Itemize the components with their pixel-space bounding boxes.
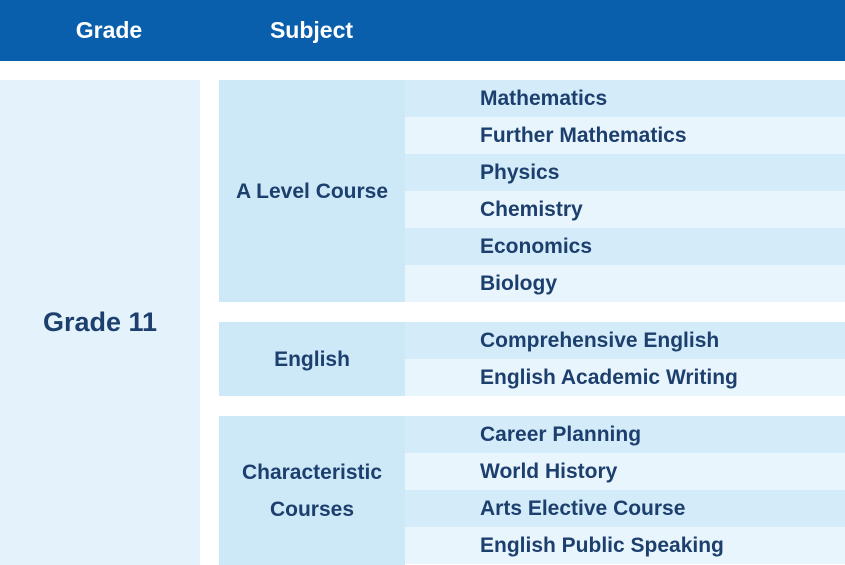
category-label-line-2: Courses: [269, 497, 355, 521]
subject-item: Arts Elective Course: [405, 490, 845, 527]
subject-item: English Public Speaking: [405, 527, 845, 564]
category-cell: [219, 416, 405, 565]
subject-item: Economics: [405, 228, 845, 265]
category-label-line-1: Characteristic: [241, 460, 383, 484]
subject-item: Biology: [405, 265, 845, 302]
subject-item: Comprehensive English: [405, 322, 845, 359]
subject-item: Chemistry: [405, 191, 845, 228]
subject-item: Physics: [405, 154, 845, 191]
subject-column-header: Subject: [269, 17, 354, 43]
subject-item: Career Planning: [405, 416, 845, 453]
subject-item: World History: [405, 453, 845, 490]
grade-column-header: Grade: [75, 17, 143, 43]
category-cell: [219, 80, 405, 302]
course-group-english: [219, 322, 845, 396]
course-group-a-level: [219, 80, 845, 302]
grade-cell: Grade 11: [0, 80, 200, 565]
subject-item: Mathematics: [405, 80, 845, 117]
subject-item: Further Mathematics: [405, 117, 845, 154]
subject-list: [405, 80, 845, 302]
category-label: A Level Course: [235, 179, 389, 203]
category-cell: [219, 322, 405, 396]
subject-list: [405, 322, 845, 396]
category-label: English: [274, 347, 350, 371]
subject-item: English Academic Writing: [405, 359, 845, 396]
course-group-characteristic: [219, 416, 845, 565]
table-header: [0, 0, 845, 61]
subject-list: [405, 416, 845, 564]
